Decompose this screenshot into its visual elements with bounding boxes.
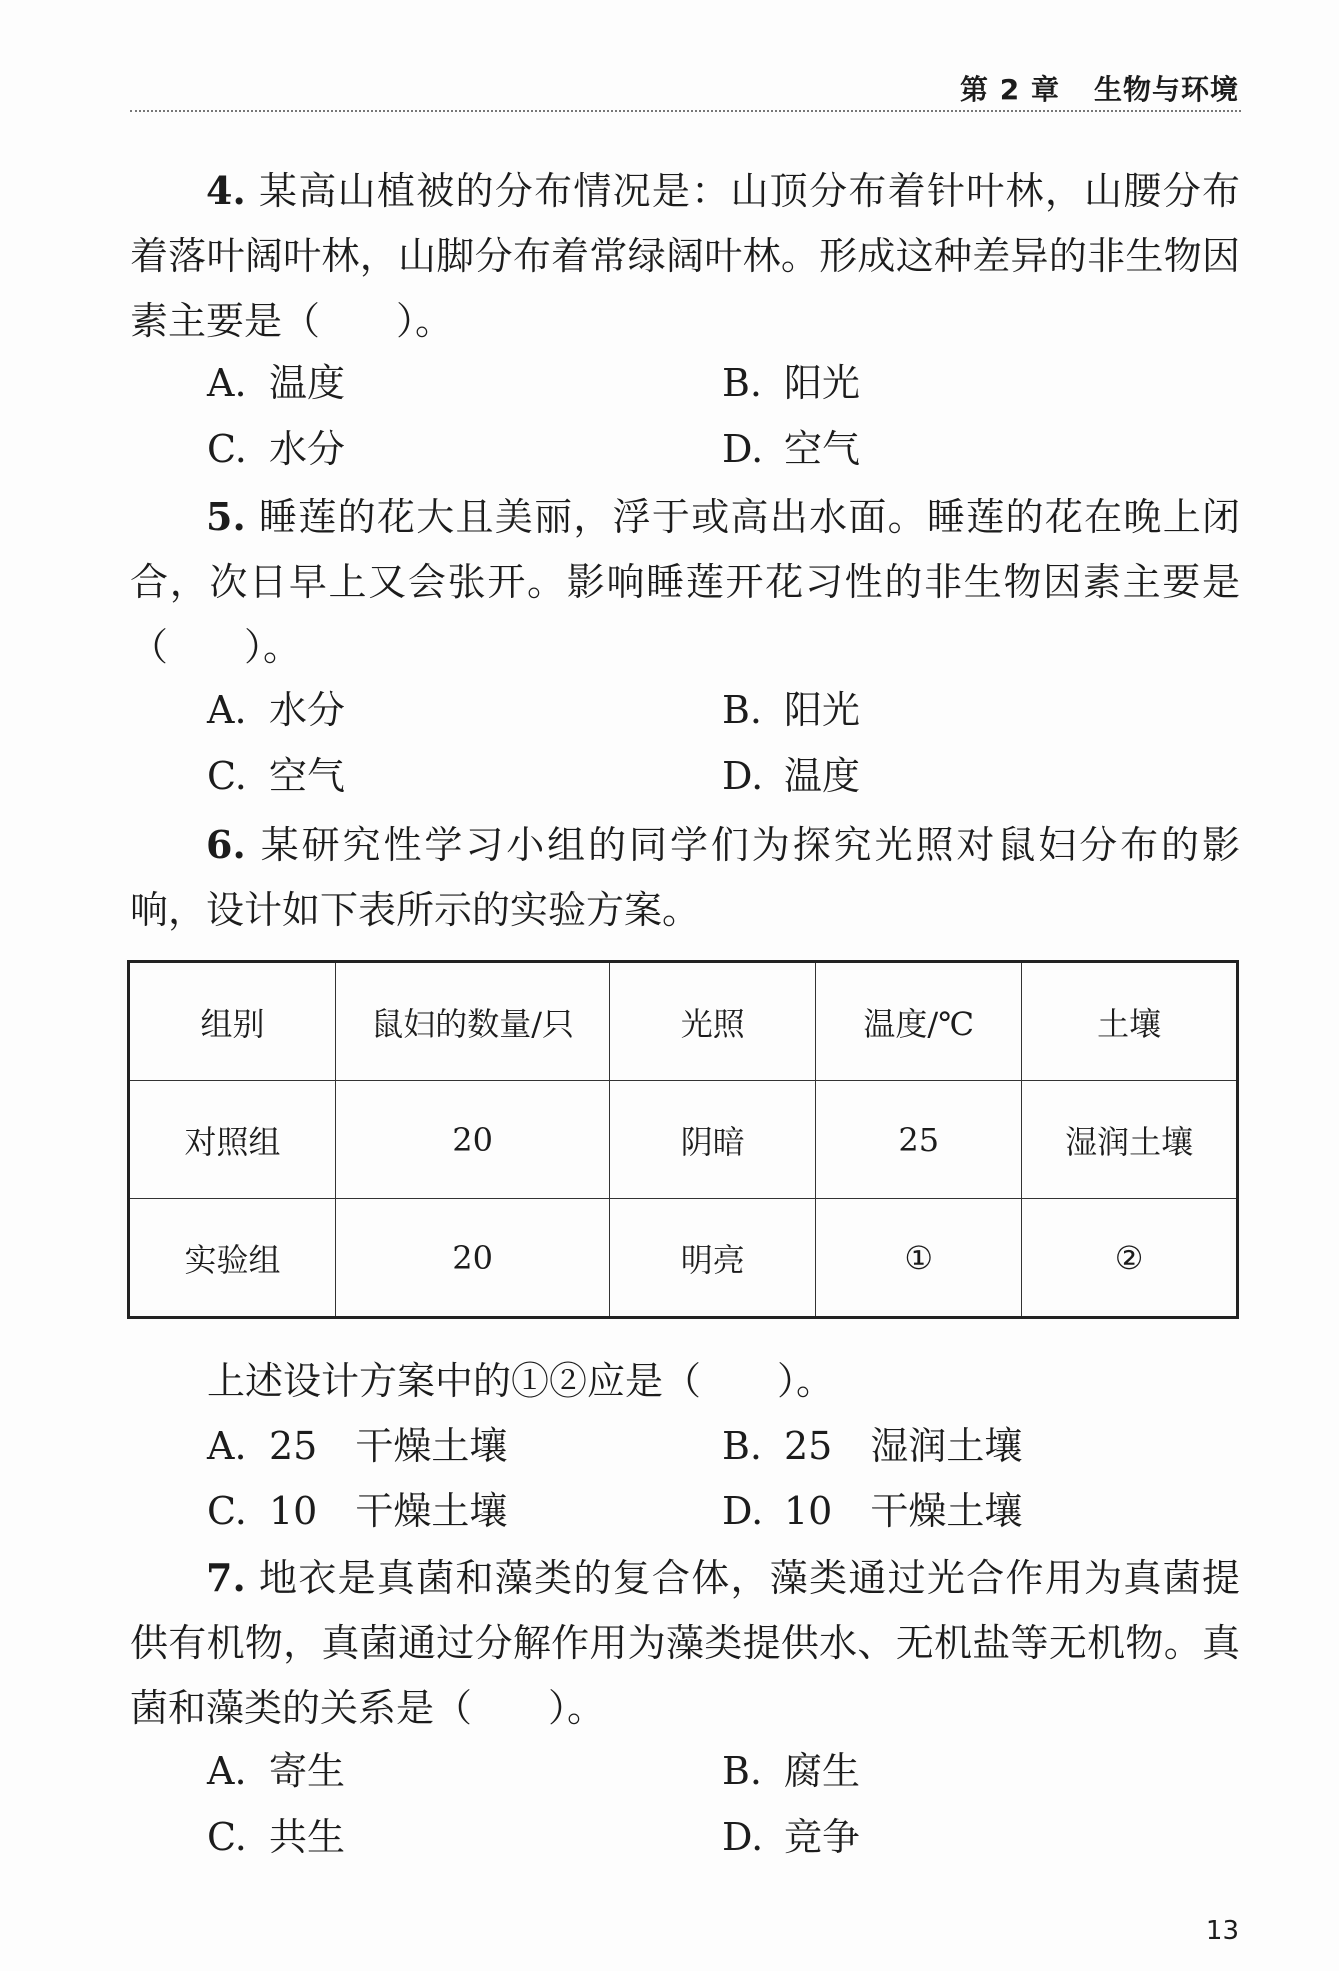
table-cell: 20: [335, 1199, 609, 1318]
chapter-title: 生物与环境: [1093, 73, 1239, 106]
question-text: 睡莲的花大且美丽，浮于或高出水面。睡莲的花在晚上闭合，次日早上又会张开。影响睡莲开花习性的非生物因素主要是（ ）。: [130, 495, 1240, 669]
header-divider: [130, 110, 1241, 112]
table-header-row: [129, 962, 1238, 1081]
table-cell: 实验组: [129, 1199, 336, 1318]
table-header-cell: 光照: [610, 962, 816, 1081]
option-c: C. 空气: [207, 754, 346, 798]
table-cell: 阴暗: [610, 1081, 816, 1199]
question-5: [130, 484, 1240, 680]
question-number: 7.: [206, 1555, 246, 1600]
option-d: D. 竞争: [722, 1815, 861, 1859]
table-row: [129, 1199, 1238, 1318]
page-number: 13: [1205, 1916, 1239, 1946]
question-number: 5.: [206, 494, 246, 539]
table-cell: 25: [816, 1081, 1022, 1199]
table-cell: 20: [335, 1081, 609, 1199]
option-d: D. 空气: [722, 427, 861, 471]
question-6: [130, 812, 1240, 943]
question-text: 某高山植被的分布情况是：山顶分布着针叶林，山腰分布着落叶阔叶林，山脚分布着常绿阔叶林。形成这种差异的非生物因素主要是（ ）。: [130, 169, 1240, 343]
option-d: D. 温度: [722, 754, 861, 798]
option-a: A. 25 干燥土壤: [207, 1424, 508, 1468]
question-text: 地衣是真菌和藻类的复合体，藻类通过光合作用为真菌提供有机物，真菌通过分解作用为藻类提供水、无机盐等无机物。真菌和藻类的关系是（ ）。: [130, 1556, 1240, 1730]
question-6-followup: 上述设计方案中的①②应是（ ）。: [207, 1359, 835, 1403]
table-header-cell: 温度/℃: [816, 962, 1022, 1081]
table-header-cell: 组别: [129, 962, 336, 1081]
chapter-number: 第 2 章: [960, 73, 1060, 106]
question-4: [130, 158, 1240, 354]
option-a: A. 水分: [207, 688, 346, 732]
table-cell: 湿润土壤: [1022, 1081, 1238, 1199]
question-number: 4.: [206, 168, 246, 213]
table-cell: 明亮: [610, 1199, 816, 1318]
option-c: C. 水分: [207, 427, 346, 471]
option-b: B. 阳光: [722, 361, 861, 405]
table-row: [129, 1081, 1238, 1199]
table-header-cell: 鼠妇的数量/只: [335, 962, 609, 1081]
question-7: [130, 1545, 1240, 1741]
option-c: C. 共生: [207, 1815, 346, 1859]
option-b: B. 腐生: [722, 1749, 861, 1793]
option-a: A. 寄生: [207, 1749, 346, 1793]
running-header: [960, 68, 1239, 108]
table-cell: ①: [816, 1199, 1022, 1318]
table-header-cell: 土壤: [1022, 962, 1238, 1081]
option-b: B. 阳光: [722, 688, 861, 732]
question-text: 某研究性学习小组的同学们为探究光照对鼠妇分布的影响，设计如下表所示的实验方案。: [130, 823, 1240, 932]
option-b: B. 25 湿润土壤: [722, 1424, 1023, 1468]
table-cell: 对照组: [129, 1081, 336, 1199]
option-c: C. 10 干燥土壤: [207, 1489, 508, 1533]
experiment-table: [127, 960, 1239, 1319]
option-a: A. 温度: [207, 361, 346, 405]
option-d: D. 10 干燥土壤: [722, 1489, 1023, 1533]
table-cell: ②: [1022, 1199, 1238, 1318]
question-number: 6.: [206, 822, 246, 867]
